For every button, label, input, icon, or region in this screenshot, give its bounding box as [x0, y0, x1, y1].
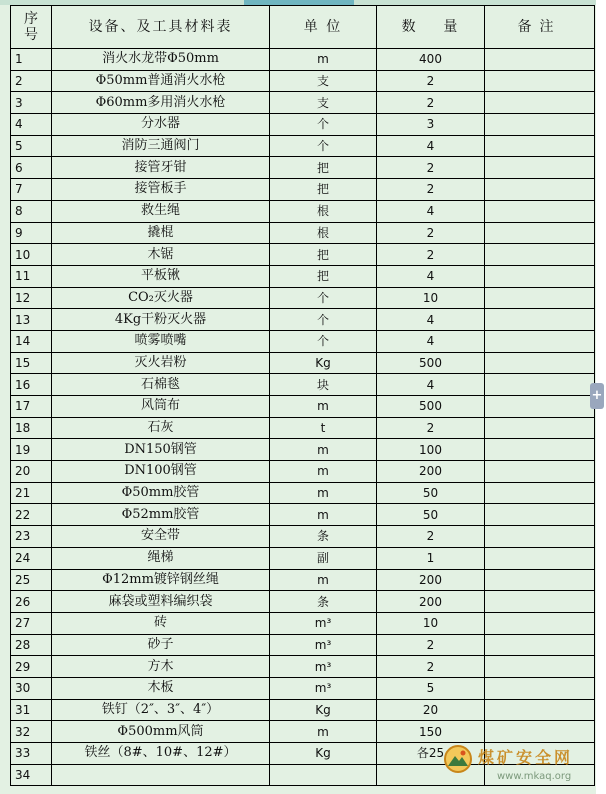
quantity-cell: 2 — [377, 417, 485, 439]
watermark-title: 煤矿安全网 — [478, 748, 574, 767]
item-name-cell: 风筒布 — [52, 396, 270, 418]
table-row — [11, 504, 595, 526]
unit-cell: 把 — [270, 179, 377, 201]
quantity-cell: 2 — [377, 244, 485, 266]
quantity-cell: 50 — [377, 504, 485, 526]
quantity-cell: 3 — [377, 114, 485, 136]
item-name-cell: Φ12mm镀锌钢丝绳 — [52, 569, 270, 591]
unit-cell: 把 — [270, 157, 377, 179]
quantity-cell: 100 — [377, 439, 485, 461]
item-name-cell: 喷雾喷嘴 — [52, 330, 270, 352]
row-number-cell: 17 — [11, 396, 52, 418]
row-number-cell: 31 — [11, 699, 52, 721]
row-number-cell: 5 — [11, 135, 52, 157]
note-cell — [485, 265, 595, 287]
note-cell — [485, 157, 595, 179]
note-cell — [485, 504, 595, 526]
table-row — [11, 526, 595, 548]
item-name-cell: 平板锹 — [52, 265, 270, 287]
item-name-cell: DN150钢管 — [52, 439, 270, 461]
note-cell — [485, 222, 595, 244]
note-cell — [485, 721, 595, 743]
note-cell — [485, 417, 595, 439]
row-number-cell: 3 — [11, 92, 52, 114]
quantity-cell: 50 — [377, 482, 485, 504]
table-row — [11, 157, 595, 179]
quantity-cell: 1 — [377, 547, 485, 569]
table-row — [11, 179, 595, 201]
quantity-cell: 4 — [377, 330, 485, 352]
quantity-cell: 200 — [377, 461, 485, 483]
row-number-cell: 15 — [11, 352, 52, 374]
table-row — [11, 721, 595, 743]
row-number-cell: 11 — [11, 265, 52, 287]
table-header-row — [11, 6, 595, 49]
quantity-cell: 4 — [377, 200, 485, 222]
unit-cell: 根 — [270, 222, 377, 244]
unit-cell: t — [270, 417, 377, 439]
row-number-cell: 32 — [11, 721, 52, 743]
side-expand-tab[interactable]: + — [590, 383, 604, 409]
row-number-cell: 7 — [11, 179, 52, 201]
unit-cell: 把 — [270, 244, 377, 266]
header-qty: 数 量 — [377, 6, 485, 49]
note-cell — [485, 200, 595, 222]
unit-cell: 支 — [270, 92, 377, 114]
unit-cell: m — [270, 439, 377, 461]
item-name-cell: 4Kg干粉灭火器 — [52, 309, 270, 331]
unit-cell: m — [270, 49, 377, 71]
row-number-cell: 34 — [11, 764, 52, 786]
quantity-cell: 2 — [377, 70, 485, 92]
note-cell — [485, 114, 595, 136]
note-cell — [485, 374, 595, 396]
table-row — [11, 656, 595, 678]
unit-cell: 个 — [270, 114, 377, 136]
unit-cell: m — [270, 482, 377, 504]
header-item: 设备、及工具材料表 — [52, 6, 270, 49]
row-number-cell: 30 — [11, 677, 52, 699]
item-name-cell: 石棉毯 — [52, 374, 270, 396]
quantity-cell: 4 — [377, 374, 485, 396]
unit-cell: m — [270, 396, 377, 418]
row-number-cell: 26 — [11, 591, 52, 613]
unit-cell: m³ — [270, 677, 377, 699]
note-cell — [485, 287, 595, 309]
table-row — [11, 222, 595, 244]
note-cell — [485, 461, 595, 483]
item-name-cell: 接管板手 — [52, 179, 270, 201]
unit-cell: 个 — [270, 330, 377, 352]
note-cell — [485, 49, 595, 71]
table-row — [11, 417, 595, 439]
note-cell — [485, 244, 595, 266]
table-row — [11, 439, 595, 461]
item-name-cell: CO₂灭火器 — [52, 287, 270, 309]
item-name-cell: 接管牙钳 — [52, 157, 270, 179]
item-name-cell: Φ52mm胶管 — [52, 504, 270, 526]
quantity-cell: 10 — [377, 612, 485, 634]
table-row — [11, 352, 595, 374]
item-name-cell: 方木 — [52, 656, 270, 678]
table-row — [11, 374, 595, 396]
note-cell — [485, 396, 595, 418]
row-number-cell: 29 — [11, 656, 52, 678]
item-name-cell: 铁钉（2″、3″、4″） — [52, 699, 270, 721]
unit-cell: 个 — [270, 309, 377, 331]
note-cell — [485, 439, 595, 461]
item-name-cell: 砖 — [52, 612, 270, 634]
unit-cell: m — [270, 504, 377, 526]
item-name-cell: 撬棍 — [52, 222, 270, 244]
table-row — [11, 49, 595, 71]
quantity-cell: 2 — [377, 656, 485, 678]
item-name-cell: DN100钢管 — [52, 461, 270, 483]
item-name-cell: Φ50mm胶管 — [52, 482, 270, 504]
note-cell — [485, 179, 595, 201]
unit-cell: 根 — [270, 200, 377, 222]
item-name-cell: 木板 — [52, 677, 270, 699]
row-number-cell: 28 — [11, 634, 52, 656]
mine-safety-logo-icon — [443, 744, 473, 774]
quantity-cell: 500 — [377, 396, 485, 418]
note-cell — [485, 699, 595, 721]
table-row — [11, 244, 595, 266]
note-cell — [485, 656, 595, 678]
table-row — [11, 114, 595, 136]
quantity-cell: 2 — [377, 526, 485, 548]
quantity-cell: 4 — [377, 309, 485, 331]
table-row — [11, 591, 595, 613]
row-number-cell: 9 — [11, 222, 52, 244]
item-name-cell: 灭火岩粉 — [52, 352, 270, 374]
quantity-cell: 2 — [377, 179, 485, 201]
row-number-cell: 16 — [11, 374, 52, 396]
item-name-cell: Φ60mm多用消火水枪 — [52, 92, 270, 114]
note-cell — [485, 634, 595, 656]
note-cell — [485, 482, 595, 504]
table-row — [11, 482, 595, 504]
header-note: 备注 — [485, 6, 595, 49]
unit-cell: m — [270, 721, 377, 743]
unit-cell: 条 — [270, 526, 377, 548]
quantity-cell: 200 — [377, 569, 485, 591]
row-number-cell: 21 — [11, 482, 52, 504]
table-row — [11, 70, 595, 92]
note-cell — [485, 569, 595, 591]
item-name-cell: 麻袋或塑料编织袋 — [52, 591, 270, 613]
item-name-cell: Φ50mm普通消火水枪 — [52, 70, 270, 92]
unit-cell: 把 — [270, 265, 377, 287]
note-cell — [485, 330, 595, 352]
quantity-cell: 4 — [377, 265, 485, 287]
table-row — [11, 677, 595, 699]
row-number-cell: 12 — [11, 287, 52, 309]
unit-cell: 个 — [270, 135, 377, 157]
row-number-cell: 10 — [11, 244, 52, 266]
row-number-cell: 23 — [11, 526, 52, 548]
note-cell — [485, 352, 595, 374]
item-name-cell — [52, 764, 270, 786]
note-cell — [485, 92, 595, 114]
quantity-cell: 200 — [377, 591, 485, 613]
quantity-cell: 2 — [377, 222, 485, 244]
table-row — [11, 135, 595, 157]
quantity-cell: 400 — [377, 49, 485, 71]
header-unit: 单 位 — [270, 6, 377, 49]
item-name-cell: 木锯 — [52, 244, 270, 266]
header-no: 序号 — [11, 6, 52, 49]
note-cell — [485, 526, 595, 548]
table-row — [11, 612, 595, 634]
table-row — [11, 634, 595, 656]
row-number-cell: 18 — [11, 417, 52, 439]
item-name-cell: 消火水龙带Φ50mm — [52, 49, 270, 71]
row-number-cell: 1 — [11, 49, 52, 71]
unit-cell: 条 — [270, 591, 377, 613]
unit-cell — [270, 764, 377, 786]
item-name-cell: 救生绳 — [52, 200, 270, 222]
quantity-cell: 2 — [377, 634, 485, 656]
row-number-cell: 13 — [11, 309, 52, 331]
watermark-url: www.mkaq.org — [497, 771, 572, 782]
table-body — [11, 49, 595, 786]
quantity-cell: 5 — [377, 677, 485, 699]
unit-cell: m³ — [270, 656, 377, 678]
row-number-cell: 22 — [11, 504, 52, 526]
note-cell — [485, 135, 595, 157]
unit-cell: Kg — [270, 352, 377, 374]
item-name-cell: 安全带 — [52, 526, 270, 548]
table-row — [11, 547, 595, 569]
note-cell — [485, 547, 595, 569]
row-number-cell: 33 — [11, 743, 52, 765]
table-row — [11, 330, 595, 352]
table-row — [11, 699, 595, 721]
unit-cell: 块 — [270, 374, 377, 396]
table-row — [11, 396, 595, 418]
row-number-cell: 24 — [11, 547, 52, 569]
row-number-cell: 6 — [11, 157, 52, 179]
quantity-cell: 4 — [377, 135, 485, 157]
row-number-cell: 4 — [11, 114, 52, 136]
quantity-cell: 各25 — [377, 743, 485, 765]
note-cell — [485, 70, 595, 92]
unit-cell: Kg — [270, 699, 377, 721]
item-name-cell: 砂子 — [52, 634, 270, 656]
quantity-cell: 2 — [377, 157, 485, 179]
unit-cell: m³ — [270, 634, 377, 656]
unit-cell: 副 — [270, 547, 377, 569]
equipment-table — [10, 5, 595, 786]
quantity-cell: 500 — [377, 352, 485, 374]
table-row — [11, 287, 595, 309]
row-number-cell: 14 — [11, 330, 52, 352]
unit-cell: 支 — [270, 70, 377, 92]
item-name-cell: 石灰 — [52, 417, 270, 439]
note-cell — [485, 612, 595, 634]
item-name-cell: 绳梯 — [52, 547, 270, 569]
unit-cell: Kg — [270, 743, 377, 765]
table-row — [11, 92, 595, 114]
quantity-cell: 20 — [377, 699, 485, 721]
quantity-cell: 10 — [377, 287, 485, 309]
note-cell — [485, 591, 595, 613]
quantity-cell: 2 — [377, 92, 485, 114]
unit-cell: m — [270, 569, 377, 591]
item-name-cell: 铁丝（8#、10#、12#） — [52, 743, 270, 765]
row-number-cell: 8 — [11, 200, 52, 222]
table-row — [11, 309, 595, 331]
table-row — [11, 265, 595, 287]
item-name-cell: Φ500mm风筒 — [52, 721, 270, 743]
quantity-cell: 150 — [377, 721, 485, 743]
table-row — [11, 200, 595, 222]
item-name-cell: 分水器 — [52, 114, 270, 136]
row-number-cell: 20 — [11, 461, 52, 483]
table-row — [11, 569, 595, 591]
row-number-cell: 27 — [11, 612, 52, 634]
row-number-cell: 2 — [11, 70, 52, 92]
row-number-cell: 25 — [11, 569, 52, 591]
note-cell — [485, 309, 595, 331]
note-cell — [485, 677, 595, 699]
row-number-cell: 19 — [11, 439, 52, 461]
table-row — [11, 461, 595, 483]
unit-cell: m — [270, 461, 377, 483]
unit-cell: 个 — [270, 287, 377, 309]
item-name-cell: 消防三通阀门 — [52, 135, 270, 157]
unit-cell: m³ — [270, 612, 377, 634]
